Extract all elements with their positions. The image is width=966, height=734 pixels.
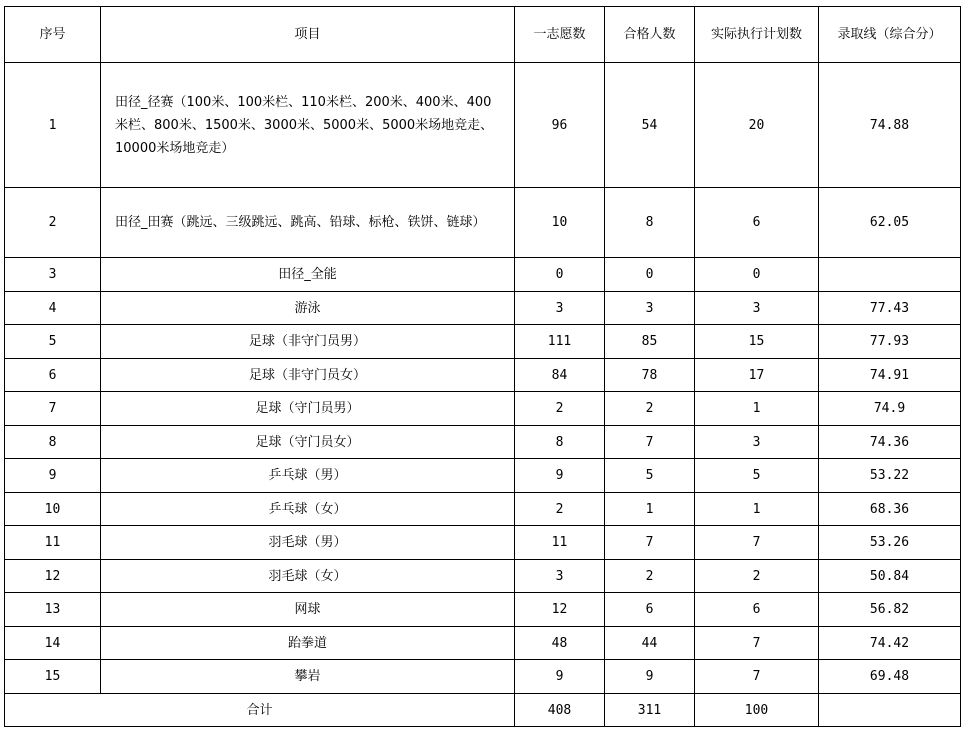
cell-seq: 5	[5, 325, 101, 359]
header-seq: 序号	[5, 7, 101, 63]
header-row	[5, 7, 961, 63]
admission-table	[4, 6, 961, 727]
cell-plan: 20	[695, 63, 819, 188]
cell-item: 足球（守门员女）	[101, 426, 515, 459]
cell-cutoff: 74.42	[819, 627, 961, 660]
cell-cutoff: 74.88	[819, 63, 961, 188]
cell-first-choice: 0	[515, 258, 605, 292]
header-plan: 实际执行计划数	[695, 7, 819, 63]
cell-cutoff: 68.36	[819, 493, 961, 526]
cell-seq: 9	[5, 459, 101, 493]
cell-cutoff: 74.91	[819, 359, 961, 392]
cell-seq: 8	[5, 426, 101, 459]
cell-item: 羽毛球（女）	[101, 560, 515, 593]
cell-item: 游泳	[101, 292, 515, 325]
cell-seq: 3	[5, 258, 101, 292]
cell-plan: 0	[695, 258, 819, 292]
cell-item: 足球（非守门员女）	[101, 359, 515, 392]
cell-seq: 13	[5, 593, 101, 627]
cell-item: 攀岩	[101, 660, 515, 694]
cell-qualified: 44	[605, 627, 695, 660]
cell-seq: 12	[5, 560, 101, 593]
cell-seq: 15	[5, 660, 101, 694]
cell-item: 足球（守门员男）	[101, 392, 515, 426]
cell-item: 羽毛球（男）	[101, 526, 515, 560]
header-first-choice: 一志愿数	[515, 7, 605, 63]
cell-item: 乒乓球（男）	[101, 459, 515, 493]
cell-first-choice: 3	[515, 292, 605, 325]
cell-first-choice: 9	[515, 459, 605, 493]
cell-seq: 11	[5, 526, 101, 560]
cell-cutoff: 77.93	[819, 325, 961, 359]
cell-cutoff: 74.36	[819, 426, 961, 459]
cell-seq: 14	[5, 627, 101, 660]
table-row	[5, 258, 961, 292]
table-row	[5, 359, 961, 392]
cell-seq: 10	[5, 493, 101, 526]
table-row	[5, 459, 961, 493]
cell-qualified: 7	[605, 526, 695, 560]
cell-qualified: 0	[605, 258, 695, 292]
cell-plan: 6	[695, 593, 819, 627]
cell-first-choice: 3	[515, 560, 605, 593]
cell-qualified: 78	[605, 359, 695, 392]
cell-cutoff: 69.48	[819, 660, 961, 694]
total-cutoff	[819, 694, 961, 727]
table-row	[5, 325, 961, 359]
cell-first-choice: 2	[515, 493, 605, 526]
cell-first-choice: 8	[515, 426, 605, 459]
cell-plan: 3	[695, 426, 819, 459]
cell-cutoff: 53.26	[819, 526, 961, 560]
cell-first-choice: 96	[515, 63, 605, 188]
cell-item: 田径_全能	[101, 258, 515, 292]
cell-plan: 7	[695, 660, 819, 694]
table-row	[5, 627, 961, 660]
total-first-choice: 408	[515, 694, 605, 727]
cell-first-choice: 9	[515, 660, 605, 694]
cell-first-choice: 48	[515, 627, 605, 660]
cell-plan: 1	[695, 392, 819, 426]
total-row	[5, 694, 961, 727]
cell-item: 网球	[101, 593, 515, 627]
cell-first-choice: 111	[515, 325, 605, 359]
cell-qualified: 85	[605, 325, 695, 359]
cell-plan: 7	[695, 627, 819, 660]
cell-plan: 2	[695, 560, 819, 593]
cell-qualified: 2	[605, 392, 695, 426]
table-row	[5, 426, 961, 459]
cell-qualified: 2	[605, 560, 695, 593]
cell-first-choice: 11	[515, 526, 605, 560]
cell-item: 田径_田赛（跳远、三级跳远、跳高、铅球、标枪、铁饼、链球）	[101, 188, 515, 258]
table-row	[5, 292, 961, 325]
cell-qualified: 5	[605, 459, 695, 493]
cell-seq: 7	[5, 392, 101, 426]
cell-first-choice: 10	[515, 188, 605, 258]
cell-seq: 6	[5, 359, 101, 392]
table-row	[5, 63, 961, 188]
table-row	[5, 493, 961, 526]
cell-seq: 1	[5, 63, 101, 188]
table-row	[5, 593, 961, 627]
cell-plan: 5	[695, 459, 819, 493]
cell-first-choice: 2	[515, 392, 605, 426]
cell-item: 足球（非守门员男）	[101, 325, 515, 359]
cell-cutoff: 74.9	[819, 392, 961, 426]
cell-cutoff: 50.84	[819, 560, 961, 593]
cell-seq: 2	[5, 188, 101, 258]
cell-cutoff: 62.05	[819, 188, 961, 258]
cell-cutoff: 56.82	[819, 593, 961, 627]
cell-cutoff: 77.43	[819, 292, 961, 325]
table-row	[5, 188, 961, 258]
cell-qualified: 3	[605, 292, 695, 325]
cell-qualified: 7	[605, 426, 695, 459]
table-row	[5, 526, 961, 560]
table-row	[5, 560, 961, 593]
cell-qualified: 6	[605, 593, 695, 627]
table-row	[5, 392, 961, 426]
total-label: 合计	[5, 694, 515, 727]
cell-qualified: 9	[605, 660, 695, 694]
total-qualified: 311	[605, 694, 695, 727]
cell-plan: 15	[695, 325, 819, 359]
table-row	[5, 660, 961, 694]
cell-plan: 1	[695, 493, 819, 526]
total-plan: 100	[695, 694, 819, 727]
header-item: 项目	[101, 7, 515, 63]
cell-qualified: 54	[605, 63, 695, 188]
cell-plan: 17	[695, 359, 819, 392]
cell-cutoff	[819, 258, 961, 292]
cell-first-choice: 12	[515, 593, 605, 627]
cell-item: 田径_径赛（100米、100米栏、110米栏、200米、400米、400米栏、800米、1500米、3000米、5000米、5000米场地竞走、10000米场地竞走）	[101, 63, 515, 188]
cell-item: 乒乓球（女）	[101, 493, 515, 526]
cell-qualified: 1	[605, 493, 695, 526]
cell-plan: 3	[695, 292, 819, 325]
cell-plan: 6	[695, 188, 819, 258]
cell-qualified: 8	[605, 188, 695, 258]
header-cutoff: 录取线（综合分）	[819, 7, 961, 63]
cell-seq: 4	[5, 292, 101, 325]
cell-cutoff: 53.22	[819, 459, 961, 493]
cell-item: 跆拳道	[101, 627, 515, 660]
header-qualified: 合格人数	[605, 7, 695, 63]
cell-plan: 7	[695, 526, 819, 560]
cell-first-choice: 84	[515, 359, 605, 392]
